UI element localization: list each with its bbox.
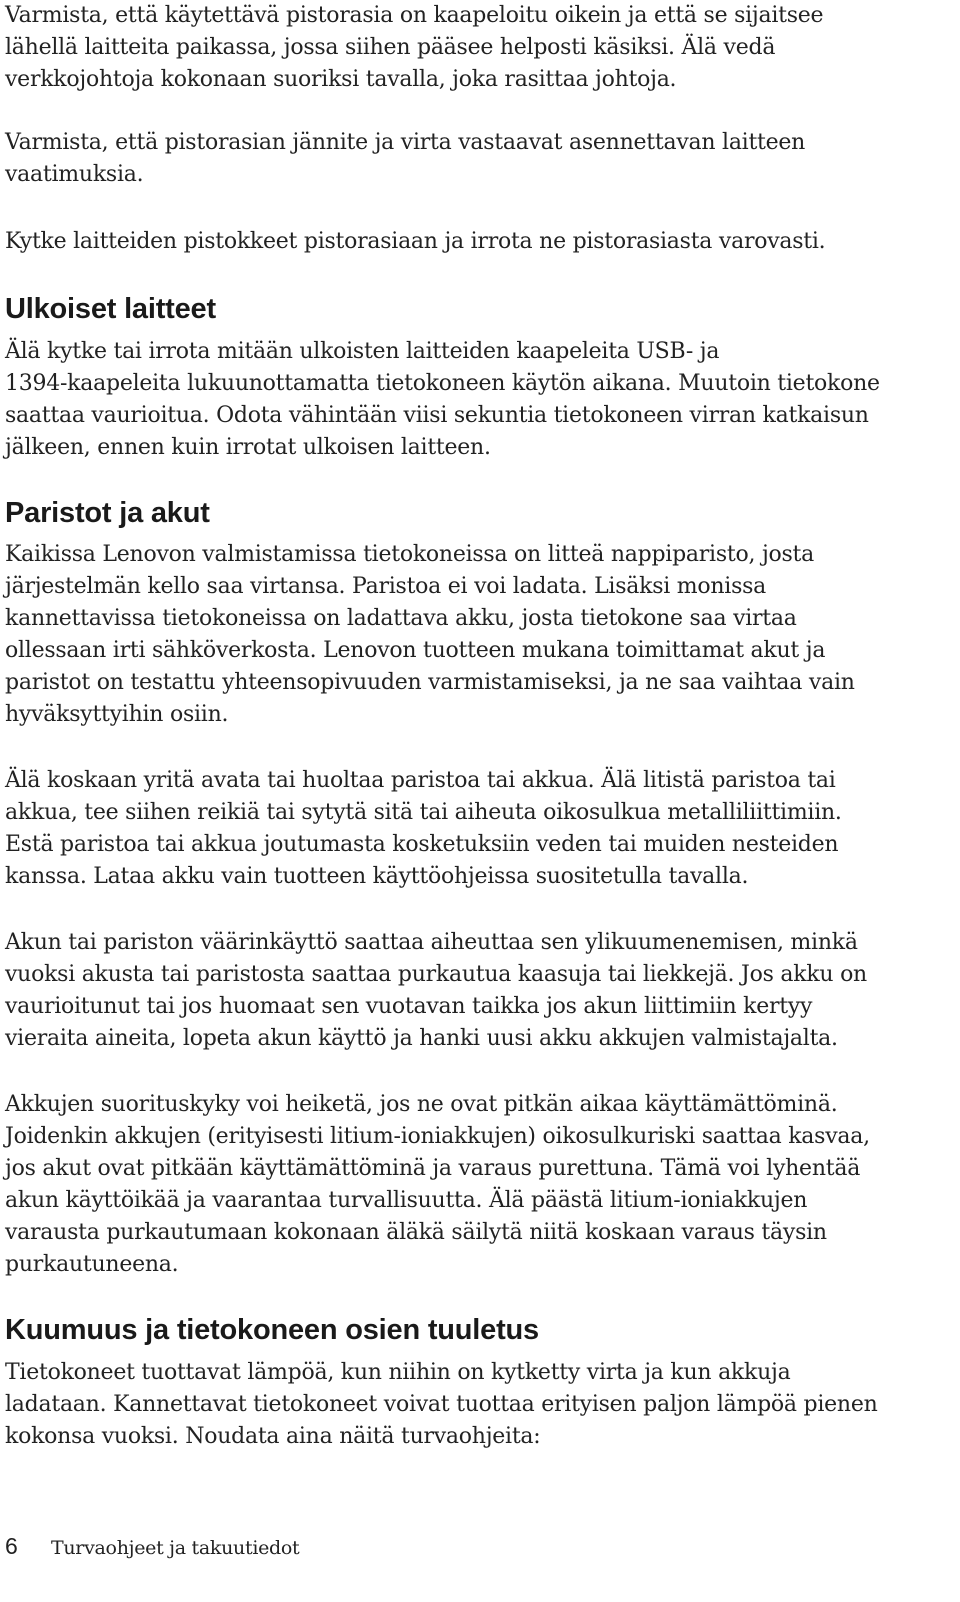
page-footer — [5, 1533, 299, 1560]
paragraph-external-devices: Älä kytke tai irrota mitään ulkoisten laitteiden kaapeleita USB- ja 1394-kaapeleita lukuunottamatta tietokoneen käytön aikana. Muutoin tietokone saattaa vaurioitua. Odota vähintään viisi sekuntia tietokoneen virran katkaisun jälkeen, ennen kuin irrotat ulkoisen laitteen. — [5, 339, 880, 460]
paragraph-batteries-intro: Kaikissa Lenovon valmistamissa tietokoneissa on litteä nappiparisto, josta järjestelmän kello saa virtansa. Paristoa ei voi ladata. Lisäksi monissa kannettavissa tietokoneissa on ladattava akku, josta tietokone saa virtaa ollessaan irti sähköverkosta. Lenovon tuotteen mukana toimittamat akut ja paristot on testattu yhteensopivuuden varmistamiseksi, ja ne saa vaihtaa vain hyväksyttyihin osiin. — [5, 542, 855, 727]
heading-external-devices: Ulkoiset laitteet — [5, 293, 216, 325]
paragraph-batteries-handling: Älä koskaan yritä avata tai huoltaa paristoa tai akkua. Älä litistä paristoa tai akkua, tee siihen reikiä tai sytytä sitä tai aiheuta oikosulkua metalliliittimiin. Estä paristoa tai akkua joutumasta kosketuksiin veden tai muiden nesteiden kanssa. Lataa akku vain tuotteen käyttöohjeissa suositetulla tavalla. — [5, 768, 842, 889]
paragraph-outlet-voltage: Varmista, että pistorasian jännite ja virta vastaavat asennettavan laitteen vaatimuksia. — [5, 130, 806, 187]
paragraph-batteries-storage: Akkujen suorituskyky voi heiketä, jos ne ovat pitkän aikaa käyttämättöminä. Joidenkin akkujen (erityisesti litium-ioniakkujen) oikosulkuriski saattaa kasvaa, jos akut ovat pitkään käyttämättöminä ja varaus purettuna. Tämä voi lyhentää akun käyttöikää ja vaarantaa turvallisuutta. Älä päästä litium-ioniakkujen varausta purkautumaan kokonaan äläkä säilytä niitä koskaan varaus täysin purkautuneena. — [5, 1092, 870, 1277]
footer-title: Turvaohjeet ja takuutiedot — [51, 1537, 300, 1559]
heading-heat-ventilation: Kuumuus ja tietokoneen osien tuuletus — [5, 1314, 539, 1346]
paragraph-heat-ventilation: Tietokoneet tuottavat lämpöä, kun niihin on kytketty virta ja kun akkuja ladataan. Kannettavat tietokoneet voivat tuottaa erityisen paljon lämpöä pienen kokonsa vuoksi. Noudata aina näitä turvaohjeita: — [5, 1360, 878, 1449]
paragraph-plug-care: Kytke laitteiden pistokkeet pistorasiaan ja irrota ne pistorasiasta varovasti. — [5, 229, 826, 254]
paragraph-batteries-misuse: Akun tai pariston väärinkäyttö saattaa aiheuttaa sen ylikuumenemisen, minkä vuoksi akusta tai paristosta saattaa purkautua kaasuja tai liekkejä. Jos akku on vaurioitunut tai jos huomaat sen vuotavan taikka jos akun liittimiin kertyy vieraita aineita, lopeta akun käyttö ja hanki uusi akku akkujen valmistajalta. — [5, 930, 867, 1051]
heading-batteries: Paristot ja akut — [5, 497, 210, 529]
page-number: 6 — [5, 1533, 18, 1559]
paragraph-outlet-wiring: Varmista, että käytettävä pistorasia on kaapeloitu oikein ja että se sijaitsee lähellä laitteita paikassa, jossa siihen pääsee helposti käsiksi. Älä vedä verkkojohtoja kokonaan suoriksi tavalla, joka rasittaa johtoja. — [5, 3, 824, 92]
